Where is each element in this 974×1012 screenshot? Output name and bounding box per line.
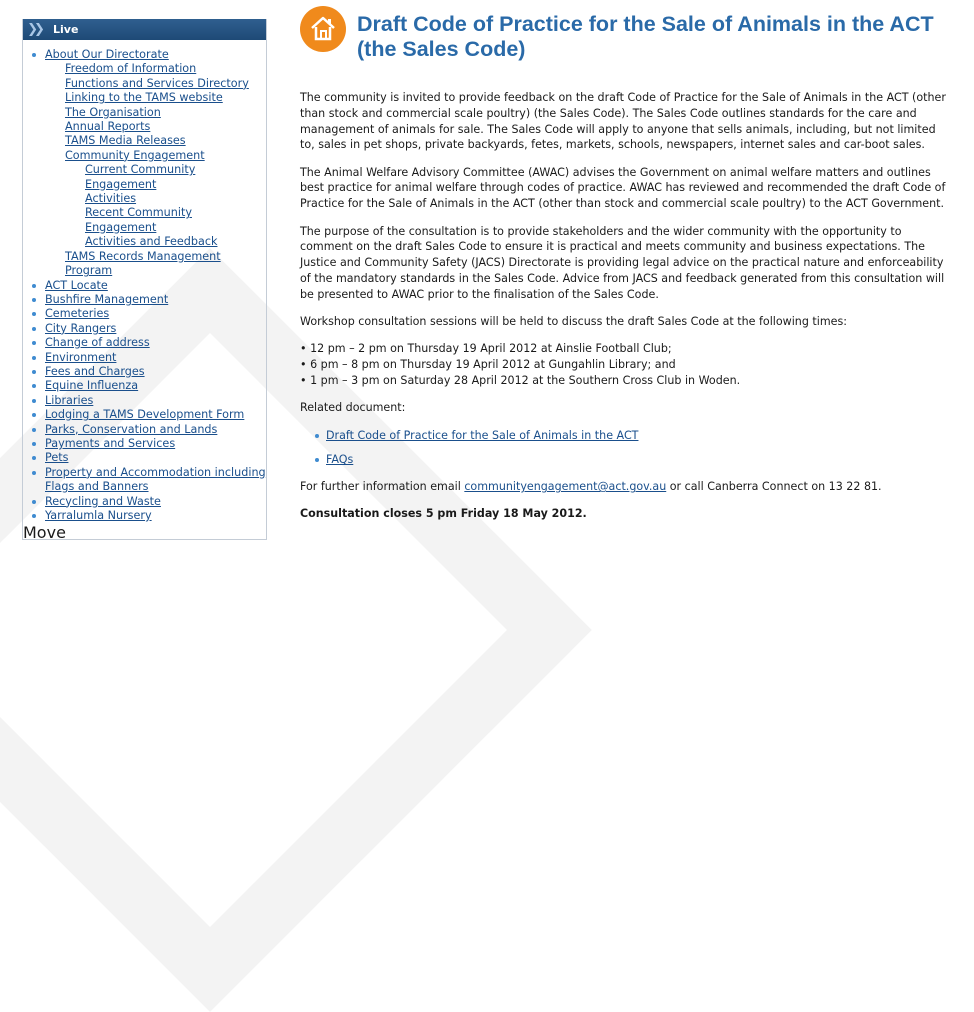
contact-prefix: For further information email (300, 480, 465, 494)
bullet-icon (32, 327, 36, 331)
related-documents (300, 428, 950, 469)
sidebar-link[interactable]: Annual Reports (65, 120, 151, 134)
sidebar-item (23, 509, 266, 523)
bullet-icon (32, 399, 36, 403)
sidebar-item (23, 336, 266, 350)
sidebar-link[interactable]: Recycling and Waste (45, 494, 161, 508)
sidebar-link[interactable]: TAMS Records Management (65, 249, 221, 263)
sidebar-item (23, 365, 266, 379)
sidebar-item (23, 206, 266, 235)
sidebar-link[interactable]: Freedom of Information (65, 62, 197, 76)
sidebar-menu (23, 48, 266, 523)
sidebar-link[interactable]: Flags and Banners (45, 480, 149, 494)
sidebar-item (23, 394, 266, 408)
contact-line (300, 479, 950, 495)
sidebar-link[interactable]: City Rangers (45, 321, 117, 335)
sidebar-link[interactable]: Linking to the TAMS website (65, 91, 223, 105)
sidebar-link[interactable]: TAMS Media Releases (65, 134, 186, 148)
sidebar-item (23, 495, 266, 509)
sidebar-item (23, 77, 266, 91)
sidebar-link[interactable]: Change of address (45, 336, 150, 350)
sidebar-item (23, 149, 266, 163)
sidebar-item (23, 279, 266, 293)
bullet-icon (32, 500, 36, 504)
sidebar-link[interactable]: Bushfire Management (45, 292, 169, 306)
sidebar-link[interactable]: The Organisation (65, 105, 161, 119)
sidebar-link[interactable]: Activities and Feedback (85, 235, 218, 249)
sidebar-item (23, 351, 266, 365)
article-body (300, 90, 950, 534)
home-icon (300, 6, 346, 52)
bullet-icon (32, 413, 36, 417)
email-link[interactable]: communityengagement@act.gov.au (464, 480, 667, 494)
sidebar-link[interactable]: Pets (45, 451, 69, 465)
sidebar-link[interactable]: Activities (85, 192, 137, 206)
sidebar-link[interactable]: Program (65, 264, 113, 278)
sidebar-link[interactable]: Payments and Services (45, 436, 176, 450)
sidebar-item (23, 322, 266, 336)
sidebar-link[interactable]: About Our Directorate (45, 48, 169, 61)
sidebar-link[interactable]: Parks, Conservation and Lands (45, 422, 218, 436)
sidebar-item (23, 235, 266, 249)
faqs-link[interactable]: FAQs (326, 453, 354, 467)
sidebar-nav (22, 19, 267, 543)
sidebar-item (23, 106, 266, 120)
sidebar-item (23, 466, 266, 480)
sidebar-item (23, 91, 266, 105)
bullet-icon (32, 298, 36, 302)
sidebar-link[interactable]: Equine Influenza (45, 379, 139, 393)
session-item: • 12 pm – 2 pm on Thursday 19 April 2012 at Ainslie Football Club; (300, 342, 672, 356)
sidebar-item (23, 451, 266, 465)
sidebar-link[interactable]: ACT Locate (45, 278, 108, 292)
bullet-icon (32, 356, 36, 360)
paragraph-intro: The community is invited to provide feedback on the draft Code of Practice for the Sale of Animals in the ACT (other than stock and commercial scale poultry) (the Sales Code). The Sales Code outlines standards for the care and management of animals for sale. The Sales Code will apply to anyone that sells animals, including, but not limited to, sales in pet shops, private backyards, fetes, markets, schools, newspapers, internet sales and car-boot sales. (300, 91, 946, 152)
sidebar-header-label: Live (53, 23, 79, 36)
paragraph-workshops: Workshop consultation sessions will be held to discuss the draft Sales Code at the following times: (300, 315, 847, 329)
sidebar-link[interactable]: Cemeteries (45, 307, 110, 321)
sidebar-item (23, 134, 266, 148)
bullet-icon (32, 442, 36, 446)
bullet-icon (32, 471, 36, 475)
sidebar-item (23, 120, 266, 134)
bullet-icon (315, 458, 319, 462)
paragraph-awac: The Animal Welfare Advisory Committee (AWAC) advises the Government on animal welfare matters and outlines best practice for animal welfare through codes of practice. AWAC has reviewed and recommended the draft Code of Practice for the Sale of Animals in the ACT (other than stock and commercial scale poultry) to the ACT Government. (300, 165, 946, 211)
related-item (300, 428, 950, 444)
bullet-icon (32, 456, 36, 460)
session-item: • 6 pm – 8 pm on Thursday 19 April 2012 at Gungahlin Library; and (300, 358, 676, 372)
bullet-icon (32, 312, 36, 316)
related-label: Related document: (300, 401, 406, 415)
sidebar-link[interactable]: Property and Accommodation including (45, 465, 266, 479)
bullet-icon (32, 53, 36, 57)
sidebar-header (23, 19, 266, 40)
related-item (300, 452, 950, 468)
sidebar-item (23, 423, 266, 437)
double-chevron-icon: ❯❯ (27, 22, 41, 37)
sidebar-link[interactable]: Current Community Engagement (85, 163, 196, 191)
bullet-icon (32, 341, 36, 345)
session-item: • 1 pm – 3 pm on Saturday 28 April 2012 at the Southern Cross Club in Woden. (300, 373, 741, 387)
sidebar-link[interactable]: Community Engagement (65, 148, 205, 162)
draft-code-link[interactable]: Draft Code of Practice for the Sale of Animals in the ACT (326, 428, 639, 442)
contact-suffix: or call Canberra Connect on 13 22 81. (666, 480, 882, 494)
bullet-icon (32, 428, 36, 432)
sidebar-item (23, 163, 266, 192)
sidebar-link[interactable]: Recent Community Engagement (85, 206, 192, 234)
sidebar-link[interactable]: Yarralumla Nursery (45, 509, 152, 522)
bullet-icon (315, 434, 319, 438)
bullet-icon (32, 370, 36, 374)
sidebar-item (23, 307, 266, 321)
sidebar-more-label: Move (23, 523, 66, 543)
bullet-icon (32, 514, 36, 518)
sidebar-item (23, 62, 266, 76)
closing-notice: Consultation closes 5 pm Friday 18 May 2012. (300, 507, 587, 521)
paragraph-purpose: The purpose of the consultation is to provide stakeholders and the wider community with the opportunity to comment on the draft Sales Code to ensure it is practical and meets community and business expectations. The Justice and Community Safety (JACS) Directorate is providing legal advice on the practical nature and enforceability of the mandatory standards in the Sales Code. Advice from JACS and feedback generated from this consultation will be presented to AWAC prior to the finalisation of the Sales Code. (300, 224, 945, 301)
bullet-icon (32, 384, 36, 388)
sidebar-link[interactable]: Environment (45, 350, 117, 364)
sidebar-item (23, 192, 266, 206)
sidebar-item (23, 250, 266, 264)
sidebar-link[interactable]: Functions and Services Directory (65, 76, 249, 90)
sidebar-link[interactable]: Lodging a TAMS Development Form (45, 408, 245, 422)
sidebar-link[interactable]: Libraries (45, 393, 94, 407)
sidebar-item (23, 48, 266, 62)
page-title: Draft Code of Practice for the Sale of Animals in the ACT (the Sales Code) (357, 12, 934, 61)
bullet-icon (32, 284, 36, 288)
sidebar-item (23, 379, 266, 393)
sidebar-item (23, 480, 266, 494)
sidebar-item (23, 293, 266, 307)
session-list (300, 341, 950, 388)
sidebar-item (23, 408, 266, 422)
sidebar-item (23, 437, 266, 451)
sidebar-link[interactable]: Fees and Charges (45, 364, 145, 378)
sidebar-item (23, 264, 266, 278)
